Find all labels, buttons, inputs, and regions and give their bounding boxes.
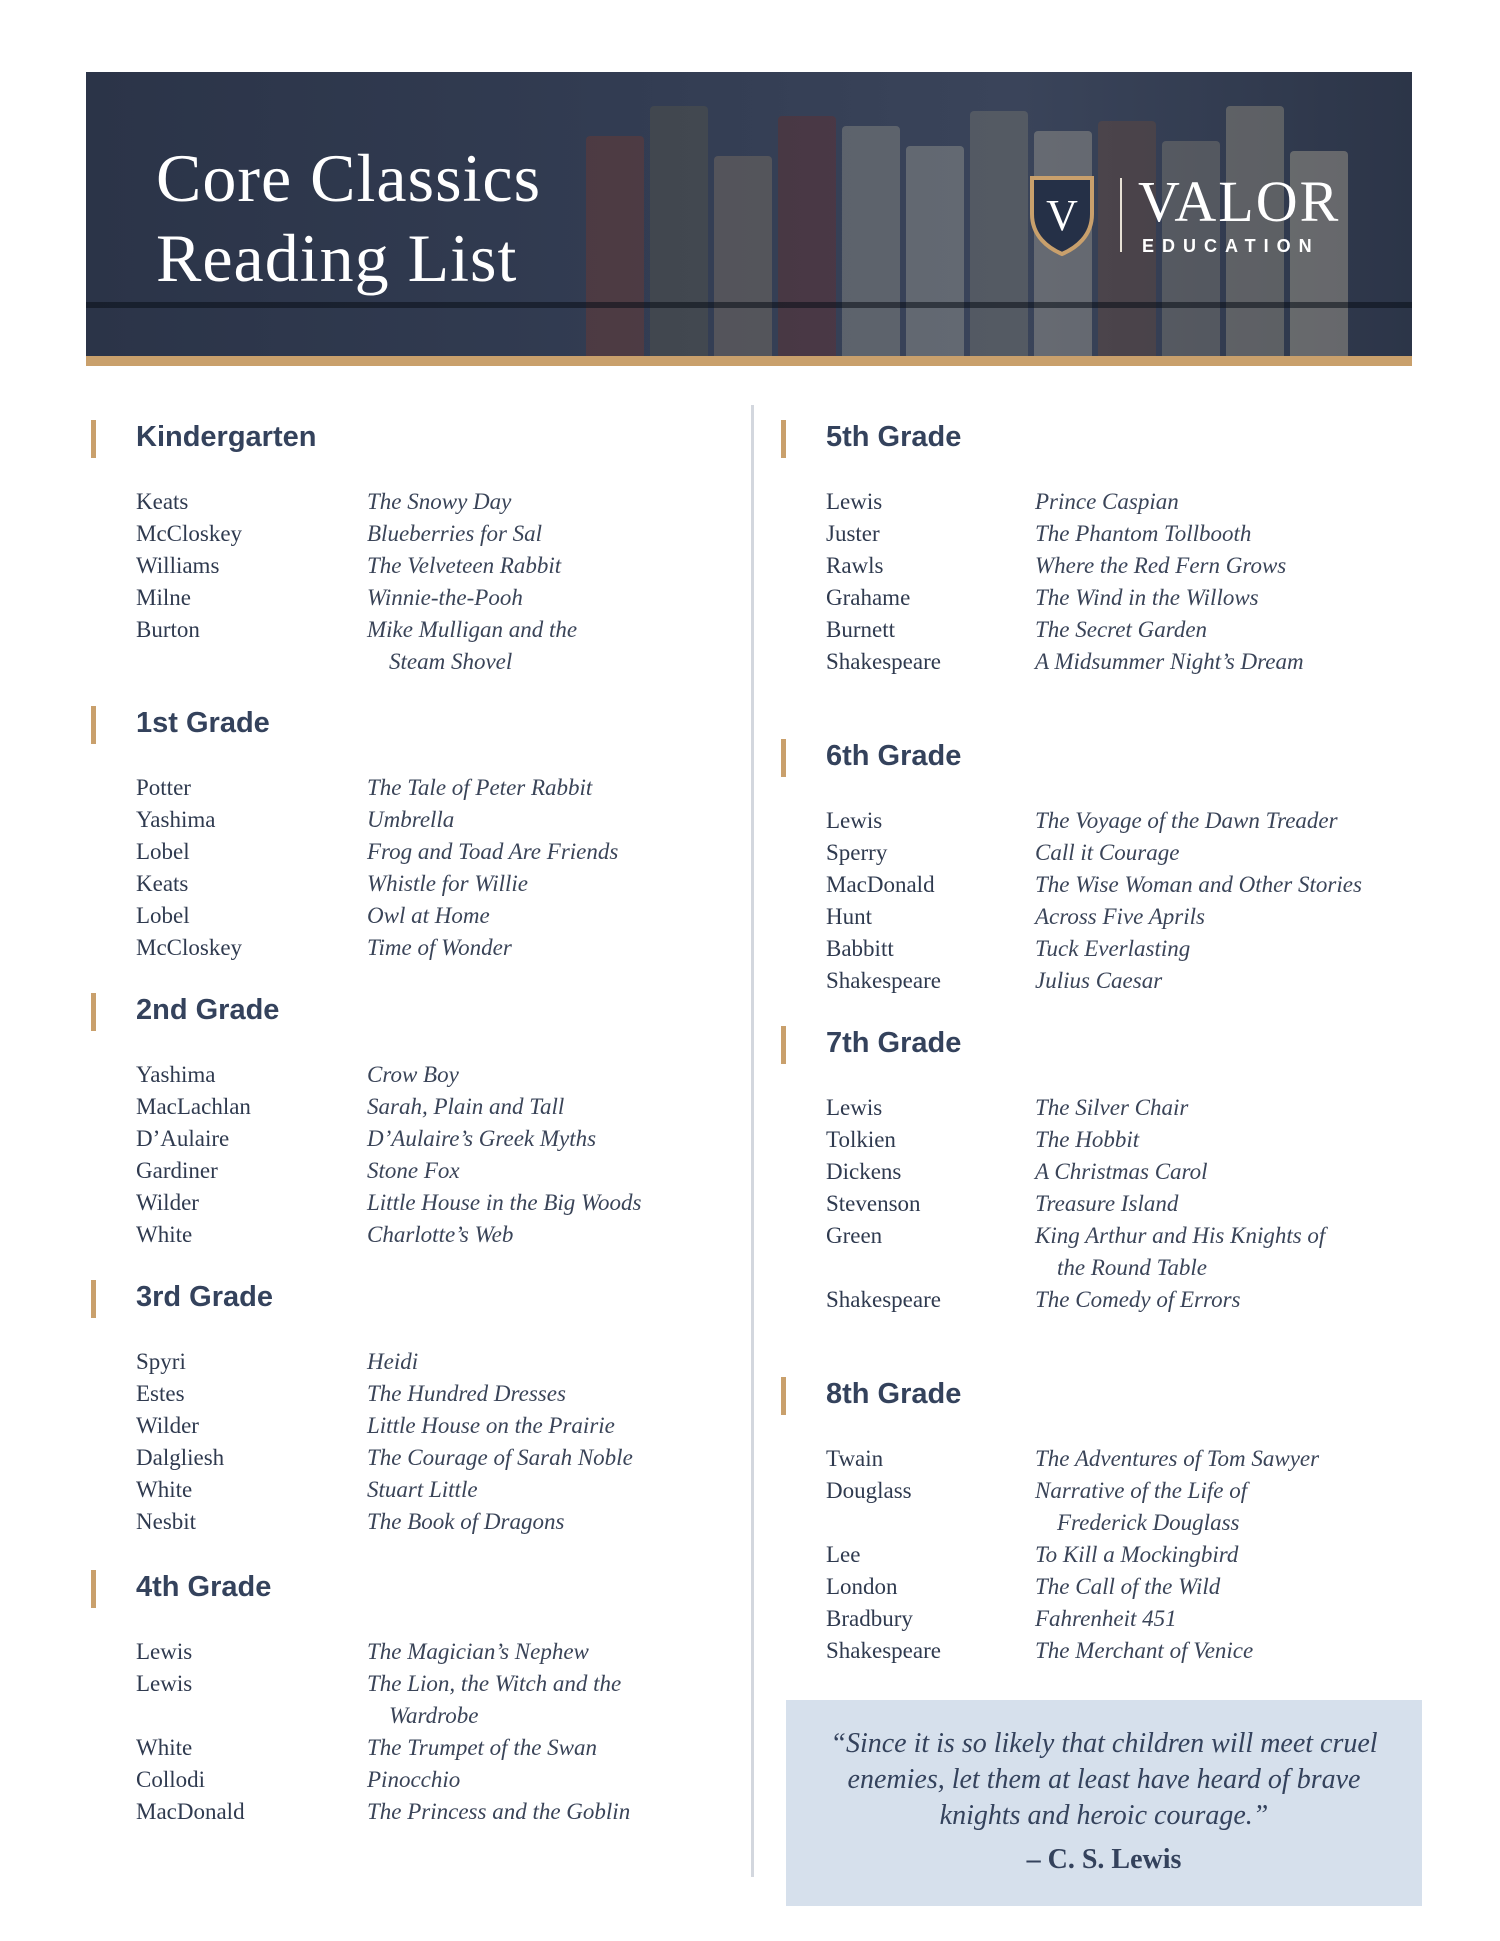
book-entry	[826, 1635, 1319, 1667]
book-title-line: Winnie-the-Pooh	[367, 585, 523, 610]
book-title-line: Prince Caspian	[1035, 489, 1179, 514]
book-title	[367, 486, 511, 518]
book-title-line: Charlotte’s Web	[367, 1222, 514, 1247]
logo-brand: VALOR	[1138, 169, 1341, 234]
author-name: MacLachlan	[136, 1094, 251, 1119]
book-title-line: The Magician’s Nephew	[367, 1639, 589, 1664]
author-name: Dalgliesh	[136, 1445, 225, 1470]
book-title	[367, 836, 618, 868]
book-entry	[136, 932, 618, 964]
book-title	[1035, 837, 1179, 869]
book-title	[367, 1506, 564, 1538]
author-name: McCloskey	[136, 521, 243, 546]
author-name: Stevenson	[826, 1191, 921, 1216]
book-title-line: The Wise Woman and Other Stories	[1035, 872, 1362, 897]
book-list	[826, 486, 1304, 678]
quote-text	[806, 1726, 1402, 1834]
book-title-line: Pinocchio	[367, 1767, 461, 1792]
author-name: Keats	[136, 871, 189, 896]
book-list	[136, 1346, 633, 1538]
book-title	[367, 1474, 478, 1506]
book-title	[367, 1796, 630, 1828]
book-title	[1035, 582, 1259, 614]
book-entry	[826, 582, 1304, 614]
book-title-line: Julius Caesar	[1035, 968, 1163, 993]
book-entry	[136, 900, 618, 932]
author-name: Spyri	[136, 1349, 186, 1374]
book-entry	[826, 1188, 1325, 1220]
book-entry	[136, 868, 618, 900]
author-name: Babbitt	[826, 936, 894, 961]
author-name: Gardiner	[136, 1158, 218, 1183]
section-heading: 6th Grade	[826, 740, 962, 772]
book-title-line: Sarah, Plain and Tall	[367, 1094, 565, 1119]
book-title	[367, 1442, 633, 1474]
book-title	[1035, 518, 1251, 550]
section-heading: 4th Grade	[136, 1571, 272, 1603]
quote-attribution: – C. S. Lewis	[1026, 1844, 1182, 1875]
author-name: Shakespeare	[826, 649, 941, 674]
author-name: Bradbury	[826, 1606, 913, 1631]
author-name: Lewis	[136, 1671, 193, 1696]
book-title	[367, 1636, 589, 1668]
book-title	[367, 1346, 418, 1378]
author-name: Shakespeare	[826, 1638, 941, 1663]
logo-letter: V	[1046, 191, 1078, 240]
book-title-line: Frederick Douglass	[1057, 1510, 1240, 1535]
book-title	[1035, 1475, 1247, 1539]
book-title-line: Heidi	[367, 1349, 419, 1374]
book-entry	[136, 1410, 633, 1442]
valor-logo	[1028, 166, 1341, 266]
author-name: Wilder	[136, 1413, 199, 1438]
book-entry	[136, 1123, 642, 1155]
column-divider	[751, 405, 754, 1877]
book-title-line: Fahrenheit 451	[1035, 1606, 1177, 1631]
book-entry	[136, 1091, 642, 1123]
book-entry	[136, 1474, 633, 1506]
section-marker	[91, 993, 96, 1031]
book-title-line: the Round Table	[1057, 1255, 1207, 1280]
book-title-line: Time of Wonder	[367, 935, 512, 960]
author-name: Dickens	[826, 1159, 902, 1184]
section-heading: Kindergarten	[136, 421, 317, 453]
author-name: London	[826, 1574, 898, 1599]
book-title	[1035, 1156, 1208, 1188]
section-marker	[781, 420, 786, 458]
book-title	[367, 804, 454, 836]
book-title-line: The Snowy Day	[367, 489, 512, 514]
book-title-line: Narrative of the Life of	[1035, 1478, 1248, 1503]
author-name: Lee	[826, 1542, 861, 1567]
author-name: Hunt	[826, 904, 872, 929]
title-line-1: Core Classics	[156, 140, 542, 216]
book-title-line: Owl at Home	[367, 903, 490, 928]
book-title-line: Call it Courage	[1035, 840, 1180, 865]
book-title	[1035, 1539, 1238, 1571]
book-list	[136, 1636, 630, 1828]
book-title	[367, 1155, 460, 1187]
book-title-line: The Silver Chair	[1035, 1095, 1189, 1120]
author-name: Collodi	[136, 1767, 206, 1792]
book-title-line: The Adventures of Tom Sawyer	[1035, 1446, 1320, 1471]
book-entry	[136, 1442, 633, 1474]
book-title	[1035, 1188, 1178, 1220]
author-name: White	[136, 1222, 193, 1247]
book-list	[826, 1092, 1325, 1316]
book-entry	[826, 933, 1362, 965]
book-entry	[136, 486, 577, 518]
author-name: Douglass	[826, 1478, 912, 1503]
logo-divider	[1120, 178, 1122, 252]
book-title	[367, 1091, 564, 1123]
quote-line: “Since it is so likely that children will meet cruel	[830, 1728, 1378, 1759]
author-name: Juster	[826, 521, 880, 546]
book-title	[1035, 1443, 1319, 1475]
book-title	[367, 1187, 642, 1219]
book-entry	[826, 869, 1362, 901]
book-title	[1035, 646, 1304, 678]
book-title	[1035, 1124, 1139, 1156]
book-entry	[826, 1092, 1325, 1124]
book-title-line: D’Aulaire’s Greek Myths	[367, 1126, 597, 1151]
book-title-line: The Lion, the Witch and the	[367, 1671, 622, 1696]
book-entry	[136, 1668, 630, 1732]
author-name: D’Aulaire	[136, 1126, 230, 1151]
book-entry	[826, 1220, 1325, 1284]
book-entry	[136, 582, 577, 614]
book-title-line: Wardrobe	[389, 1703, 479, 1728]
author-name: Shakespeare	[826, 968, 941, 993]
logo-subtitle: EDUCATION	[1142, 236, 1320, 256]
author-name: White	[136, 1477, 193, 1502]
section-heading: 5th Grade	[826, 421, 962, 453]
book-title-line: Treasure Island	[1035, 1191, 1179, 1216]
section-marker	[781, 1026, 786, 1064]
book-title	[1035, 933, 1190, 965]
book-title	[367, 900, 490, 932]
book-title	[1035, 1571, 1220, 1603]
section-marker	[91, 1570, 96, 1608]
book-title	[367, 1123, 596, 1155]
book-title-line: Frog and Toad Are Friends	[367, 839, 619, 864]
book-entry	[826, 837, 1362, 869]
author-name: Milne	[136, 585, 191, 610]
book-title-line: Across Five Aprils	[1035, 904, 1205, 929]
author-name: Burnett	[826, 617, 895, 642]
book-title	[367, 550, 561, 582]
book-title-line: Steam Shovel	[389, 649, 513, 674]
book-title	[1035, 869, 1362, 901]
book-title	[1035, 1603, 1177, 1635]
book-title-line: Crow Boy	[367, 1062, 459, 1087]
book-entry	[136, 1378, 633, 1410]
author-name: Green	[826, 1223, 883, 1248]
book-entry	[136, 518, 577, 550]
author-name: Sperry	[826, 840, 888, 865]
book-title-line: The Voyage of the Dawn Treader	[1035, 808, 1338, 833]
book-title-line: The Merchant of Venice	[1035, 1638, 1254, 1663]
book-title	[367, 614, 577, 678]
book-entry	[826, 805, 1362, 837]
book-title-line: The Velveteen Rabbit	[367, 553, 562, 578]
shield-icon	[1028, 174, 1096, 258]
book-entry	[826, 614, 1304, 646]
shelf-line	[86, 302, 1412, 308]
book-title-line: The Comedy of Errors	[1035, 1287, 1241, 1312]
author-name: Wilder	[136, 1190, 199, 1215]
book-entry	[136, 1219, 642, 1251]
author-name: Grahame	[826, 585, 911, 610]
book-list	[826, 805, 1362, 997]
author-name: Estes	[136, 1381, 185, 1406]
book-title-line: The Courage of Sarah Noble	[367, 1445, 633, 1470]
book-title-line: Mike Mulligan and the	[367, 617, 578, 642]
book-title-line: Little House in the Big Woods	[367, 1190, 642, 1215]
book-entry	[136, 550, 577, 582]
book-title-line: The Trumpet of the Swan	[367, 1735, 598, 1760]
author-name: Lewis	[826, 1095, 883, 1120]
author-name: Lobel	[136, 839, 190, 864]
book-entry	[826, 1124, 1325, 1156]
book-entry	[826, 518, 1304, 550]
book-entry	[826, 1156, 1325, 1188]
book-title	[1035, 1220, 1325, 1284]
author-name: MacDonald	[136, 1799, 245, 1824]
book-entry	[826, 1603, 1319, 1635]
book-entry	[136, 1506, 633, 1538]
book-title-line: Umbrella	[367, 807, 455, 832]
book-title	[367, 1668, 621, 1732]
book-title	[1035, 1635, 1253, 1667]
book-title-line: Blueberries for Sal	[367, 521, 543, 546]
section-marker	[91, 706, 96, 744]
book-title-line: A Midsummer Night’s Dream	[1035, 649, 1304, 674]
book-entry	[826, 965, 1362, 997]
book-entry	[136, 804, 618, 836]
section-heading: 3rd Grade	[136, 1281, 273, 1313]
author-name: Lewis	[826, 489, 883, 514]
book-title-line: Little House on the Prairie	[367, 1413, 615, 1438]
book-title	[1035, 901, 1205, 933]
book-entry	[136, 1155, 642, 1187]
book-entry	[136, 1796, 630, 1828]
book-title-line: A Christmas Carol	[1035, 1159, 1208, 1184]
author-name: Shakespeare	[826, 1287, 941, 1312]
quote-line: knights and heroic courage.”	[939, 1800, 1269, 1831]
author-name: Lewis	[826, 808, 883, 833]
book-title	[367, 868, 528, 900]
book-title	[1035, 1092, 1188, 1124]
book-title	[1035, 805, 1338, 837]
book-entry	[136, 836, 618, 868]
book-title	[367, 1410, 615, 1442]
book-title-line: Where the Red Fern Grows	[1035, 553, 1287, 578]
author-name: Yashima	[136, 1062, 216, 1087]
section-marker	[781, 739, 786, 777]
book-title-line: The Secret Garden	[1035, 617, 1208, 642]
author-name: McCloskey	[136, 935, 243, 960]
book-title	[367, 772, 592, 804]
book-title	[367, 1764, 460, 1796]
book-title	[1035, 550, 1286, 582]
book-entry	[136, 1346, 633, 1378]
book-entry	[826, 1475, 1319, 1539]
author-name: Keats	[136, 489, 189, 514]
section-heading: 8th Grade	[826, 1378, 962, 1410]
book-title	[367, 1219, 513, 1251]
book-entry	[136, 1636, 630, 1668]
book-title-line: Stone Fox	[367, 1158, 460, 1183]
book-title	[1035, 486, 1179, 518]
book-title	[367, 1059, 459, 1091]
book-entry	[136, 1732, 630, 1764]
author-name: Yashima	[136, 807, 216, 832]
book-entry	[826, 1539, 1319, 1571]
book-entry	[826, 1443, 1319, 1475]
book-entry	[826, 486, 1304, 518]
book-title	[1035, 965, 1162, 997]
book-title	[367, 582, 523, 614]
author-name: MacDonald	[826, 872, 935, 897]
book-entry	[826, 1284, 1325, 1316]
book-title-line: The Call of the Wild	[1035, 1574, 1221, 1599]
book-title-line: Whistle for Willie	[367, 871, 528, 896]
book-title-line: To Kill a Mockingbird	[1035, 1542, 1239, 1567]
section-heading: 1st Grade	[136, 707, 270, 739]
book-entry	[826, 1571, 1319, 1603]
author-name: Rawls	[826, 553, 884, 578]
author-name: Lobel	[136, 903, 190, 928]
book-title	[367, 518, 542, 550]
book-title-line: The Wind in the Willows	[1035, 585, 1259, 610]
book-title-line: The Hundred Dresses	[367, 1381, 566, 1406]
author-name: Twain	[826, 1446, 884, 1471]
book-list	[136, 1059, 642, 1251]
book-title	[1035, 614, 1207, 646]
author-name: White	[136, 1735, 193, 1760]
book-entry	[136, 1187, 642, 1219]
book-title	[367, 1732, 597, 1764]
book-entry	[826, 550, 1304, 582]
book-list	[826, 1443, 1319, 1667]
book-title-line: The Princess and the Goblin	[367, 1799, 631, 1824]
section-marker	[781, 1377, 786, 1415]
author-name: Nesbit	[136, 1509, 197, 1534]
book-list	[136, 772, 618, 964]
header-accent-bar	[86, 356, 1412, 366]
author-name: Tolkien	[826, 1127, 896, 1152]
quote-box	[786, 1700, 1422, 1906]
section-heading: 7th Grade	[826, 1027, 962, 1059]
book-entry	[136, 1764, 630, 1796]
book-title-line: The Hobbit	[1035, 1127, 1140, 1152]
book-title	[367, 1378, 566, 1410]
quote-line: enemies, let them at least have heard of brave	[847, 1764, 1361, 1795]
book-title-line: King Arthur and His Knights of	[1035, 1223, 1326, 1248]
book-title	[1035, 1284, 1241, 1316]
book-entry	[136, 772, 618, 804]
book-entry	[826, 646, 1304, 678]
section-marker	[91, 1280, 96, 1318]
book-title-line: The Book of Dragons	[367, 1509, 565, 1534]
book-entry	[826, 901, 1362, 933]
page-title	[156, 138, 541, 298]
book-title-line: Stuart Little	[367, 1477, 478, 1502]
author-name: Potter	[136, 775, 191, 800]
book-title-line: The Tale of Peter Rabbit	[367, 775, 593, 800]
book-entry	[136, 1059, 642, 1091]
section-marker	[91, 420, 96, 458]
author-name: Lewis	[136, 1639, 193, 1664]
book-title	[367, 932, 512, 964]
title-line-2: Reading List	[156, 220, 518, 296]
author-name: Burton	[136, 617, 200, 642]
author-name: Williams	[136, 553, 220, 578]
book-entry	[136, 614, 577, 678]
book-title-line: Tuck Everlasting	[1035, 936, 1191, 961]
book-title-line: The Phantom Tollbooth	[1035, 521, 1252, 546]
book-list	[136, 486, 577, 678]
section-heading: 2nd Grade	[136, 994, 280, 1026]
